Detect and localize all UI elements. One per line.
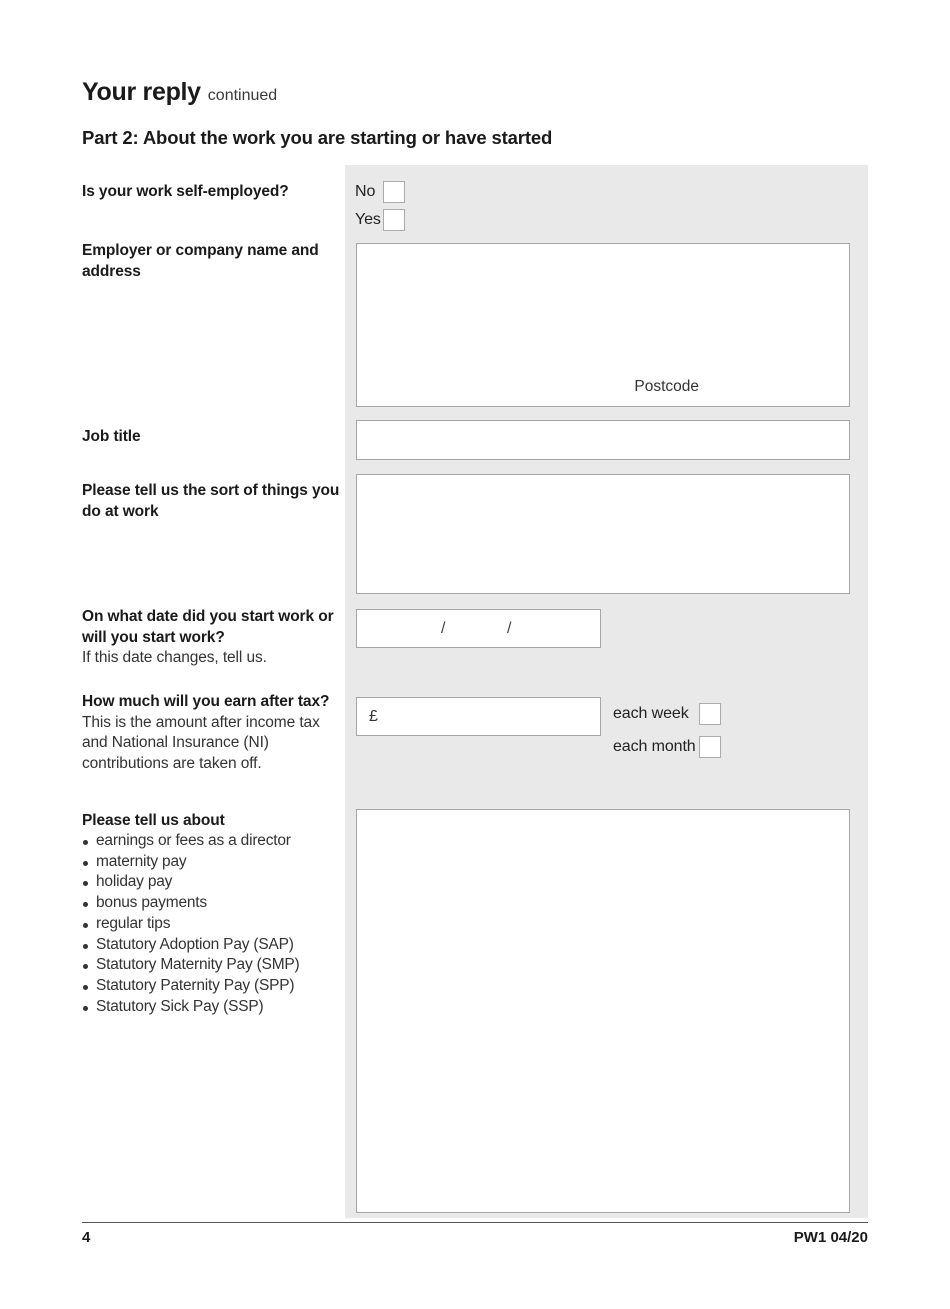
date-separators (357, 610, 600, 647)
page-header (82, 78, 277, 107)
question-label-job-title: Job title (82, 428, 141, 445)
self-employed-yes-checkbox[interactable] (383, 209, 405, 231)
self-employed-option-no[interactable] (355, 181, 405, 203)
earnings-month-checkbox[interactable] (699, 736, 721, 758)
list-item: Statutory Adoption Pay (SAP) (82, 935, 344, 956)
list-item: Statutory Maternity Pay (SMP) (82, 955, 344, 976)
page-number: 4 (82, 1229, 91, 1246)
list-item: regular tips (82, 914, 344, 935)
pound-sign-icon: £ (369, 707, 378, 725)
earnings-month-label: each month (613, 738, 696, 755)
date-separator-2: / (507, 619, 512, 637)
page-title-continued: continued (207, 87, 278, 104)
self-employed-option-yes[interactable] (355, 209, 405, 231)
earnings-week-label: each week (613, 705, 689, 722)
earnings-amount-input[interactable] (356, 697, 601, 736)
earnings-frequency-option-week[interactable] (613, 703, 721, 725)
question-label-work-description: Please tell us the sort of things you do at work (82, 482, 340, 520)
list-item: holiday pay (82, 872, 344, 893)
employer-address-textarea[interactable] (356, 243, 850, 407)
self-employed-yes-label: Yes (355, 211, 381, 228)
list-item: earnings or fees as a director (82, 831, 344, 852)
work-description-textarea[interactable] (356, 474, 850, 594)
list-item: Statutory Paternity Pay (SPP) (82, 976, 344, 997)
section-title-part-2: Part 2: About the work you are starting or have started (82, 127, 553, 148)
form-code: PW1 04/20 (793, 1229, 868, 1246)
earnings-hint: This is the amount after income tax and National Insurance (NI) contributions are taken off. (82, 713, 320, 772)
question-label-other-pay (82, 810, 344, 1017)
postcode-label: Postcode (634, 378, 699, 395)
self-employed-no-checkbox[interactable] (383, 181, 405, 203)
question-label-start-date (82, 607, 342, 669)
question-label-earnings (82, 692, 342, 774)
start-date-hint: If this date changes, tell us. (82, 649, 267, 666)
self-employed-no-label: No (355, 183, 376, 200)
other-pay-list (82, 831, 344, 1017)
list-item: Statutory Sick Pay (SSP) (82, 997, 344, 1018)
other-pay-textarea[interactable] (356, 809, 850, 1213)
earnings-week-checkbox[interactable] (699, 703, 721, 725)
date-separator-1: / (441, 619, 446, 637)
earnings-frequency-option-month[interactable] (613, 736, 721, 758)
job-title-input[interactable] (356, 420, 850, 460)
start-date-input[interactable] (356, 609, 601, 648)
question-label-self-employed: Is your work self-employed? (82, 183, 289, 200)
question-label-employer: Employer or company name and address (82, 242, 319, 280)
footer-divider (82, 1222, 868, 1223)
list-item: maternity pay (82, 852, 344, 873)
earnings-question-text: How much will you earn after tax? (82, 693, 330, 710)
list-item: bonus payments (82, 893, 344, 914)
page-title: Your reply (82, 78, 201, 106)
other-pay-heading: Please tell us about (82, 812, 225, 829)
start-date-question-text: On what date did you start work or will you start work? (82, 608, 334, 646)
